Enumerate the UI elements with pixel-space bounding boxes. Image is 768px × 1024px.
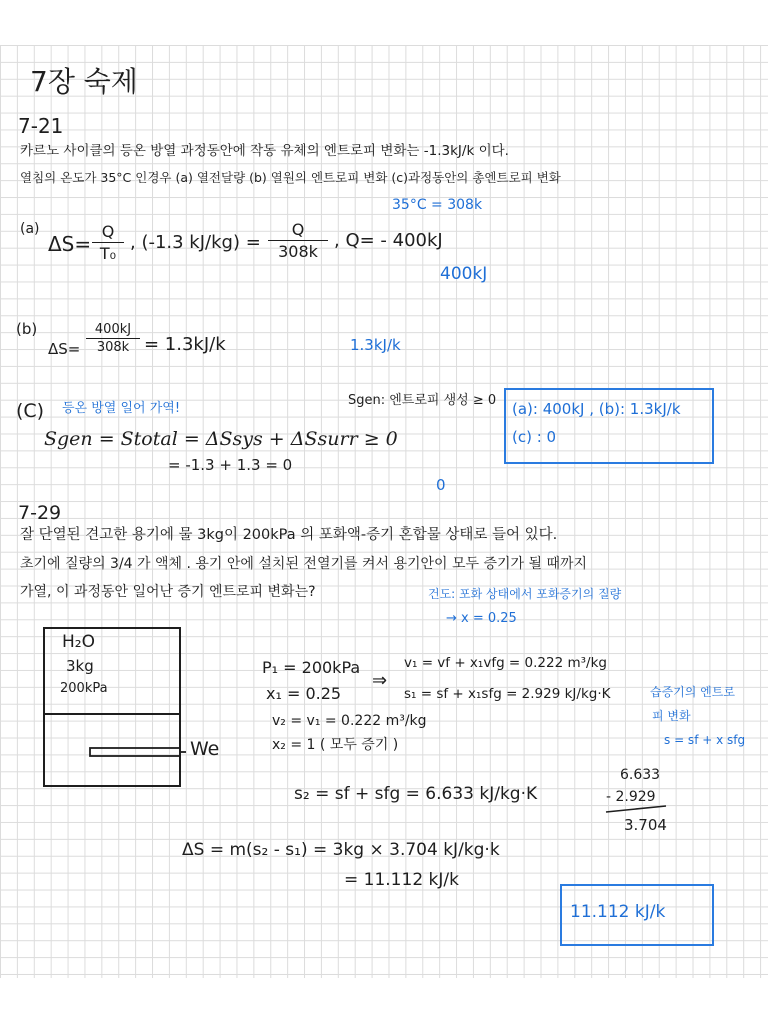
part-b-fraction-num: 400kJ bbox=[86, 322, 140, 339]
part-c-equation-1: Sgen = Stotal = ΔSsys + ΔSsurr ≥ 0 bbox=[44, 428, 398, 450]
part-b-ds: ΔS= bbox=[48, 340, 81, 358]
part-a-label: (a) bbox=[20, 221, 40, 237]
heater-element bbox=[90, 748, 180, 756]
answer-7-29: 11.112 kJ/k bbox=[570, 902, 666, 922]
calc-line-3: 3.704 bbox=[624, 816, 667, 834]
v1-equation: v₁ = vf + x₁vfg = 0.222 m³/kg bbox=[404, 655, 607, 671]
state1-quality: x₁ = 0.25 bbox=[266, 684, 342, 703]
tank-label-pressure: 200kPa bbox=[60, 681, 108, 696]
answer-7-21-line1: (a): 400kJ , (b): 1.3kJ/k bbox=[512, 400, 681, 418]
part-a-fraction-1-num: Q bbox=[92, 222, 124, 243]
entropy-change-result: = 11.112 kJ/k bbox=[344, 870, 459, 890]
part-c-sgen-note: Sgen: 엔트로피 생성 ≥ 0 bbox=[348, 393, 497, 408]
problem-number-7-29: 7-29 bbox=[18, 502, 62, 524]
calc-underline bbox=[606, 806, 666, 812]
blue-side-note-3: s = sf + x sfg bbox=[664, 733, 746, 747]
part-b-blue-answer: 1.3kJ/k bbox=[350, 336, 401, 354]
answer-7-21-line2: (c) : 0 bbox=[512, 428, 557, 446]
answer-box-7-29 bbox=[560, 884, 714, 946]
part-b-fraction-den: 308k bbox=[96, 340, 130, 355]
v2-equation: v₂ = v₁ = 0.222 m³/kg bbox=[272, 713, 427, 729]
state1-pressure: P₁ = 200kPa bbox=[262, 658, 361, 677]
note-temperature: 35°C = 308k bbox=[392, 197, 483, 213]
page-title: 7장 숙제 bbox=[30, 65, 138, 98]
part-c-equation-2: = -1.3 + 1.3 = 0 bbox=[168, 456, 293, 474]
question-7-21-line2: 열침의 온도가 35°C 인경우 (a) 열전달량 (b) 열원의 엔트로피 변화 (c)과정동안의 총엔트로피 변화 bbox=[20, 170, 561, 185]
entropy-change-equation: ΔS = m(s₂ - s₁) = 3kg × 3.704 kJ/kg·k bbox=[182, 840, 500, 860]
part-a-fraction-1-den: T₀ bbox=[99, 244, 117, 263]
part-b-result: = 1.3kJ/k bbox=[144, 334, 226, 355]
x2-equation: x₂ = 1 ( 모두 증기 ) bbox=[272, 737, 399, 753]
part-a-blue-answer: 400kJ bbox=[440, 264, 488, 284]
blue-note-quality-2: → x = 0.25 bbox=[446, 611, 517, 626]
part-a-result: , Q= - 400kJ bbox=[334, 230, 443, 251]
calc-line-2: - 2.929 bbox=[606, 789, 656, 805]
part-a-ds: ΔS= bbox=[48, 232, 92, 256]
part-b-label: (b) bbox=[16, 320, 38, 338]
arrow-implies: ⇒ bbox=[372, 670, 388, 691]
question-7-29-line1: 잘 단열된 견고한 용기에 물 3kg이 200kPa 의 포화액-증기 혼합물 상태로 들어 있다. bbox=[20, 527, 558, 543]
blue-note-quality-1: 건도: 포화 상태에서 포화증기의 질량 bbox=[428, 587, 622, 601]
s1-equation: s₁ = sf + x₁sfg = 2.929 kJ/kg·K bbox=[404, 686, 611, 702]
s2-equation: s₂ = sf + sfg = 6.633 kJ/kg·K bbox=[294, 784, 538, 804]
part-c-blue-note: 등온 방열 일어 가역! bbox=[62, 401, 181, 416]
question-7-29-line3: 가열, 이 과정동안 일어난 증기 엔트로피 변화는? bbox=[20, 584, 316, 600]
part-a-fraction-2-num: Q bbox=[268, 220, 328, 241]
tank-label-h2o: H₂O bbox=[62, 632, 95, 652]
calc-line-1: 6.633 bbox=[620, 767, 661, 783]
problem-number-7-21: 7-21 bbox=[18, 114, 64, 138]
tank-label-mass: 3kg bbox=[66, 657, 94, 675]
part-c-blue-zero: 0 bbox=[436, 476, 446, 494]
question-7-21-line1: 카르노 사이클의 등온 방열 과정동안에 작동 유체의 엔트로피 변화는 -1.3kJ/k 이다. bbox=[20, 143, 509, 159]
blue-side-note-2: 피 변화 bbox=[652, 709, 691, 723]
blue-side-note-1: 습증기의 엔트로 bbox=[650, 685, 735, 699]
we-label: We bbox=[190, 738, 220, 760]
part-a-fraction-2-den: 308k bbox=[278, 242, 318, 261]
question-7-29-line2: 초기에 질량의 3/4 가 액체 . 용기 안에 설치된 전열기를 켜서 용기안이 모두 증기가 될 때까지 bbox=[20, 556, 588, 572]
part-a-middle: , (-1.3 kJ/kg) = bbox=[130, 232, 261, 253]
part-c-label: (C) bbox=[16, 400, 45, 422]
